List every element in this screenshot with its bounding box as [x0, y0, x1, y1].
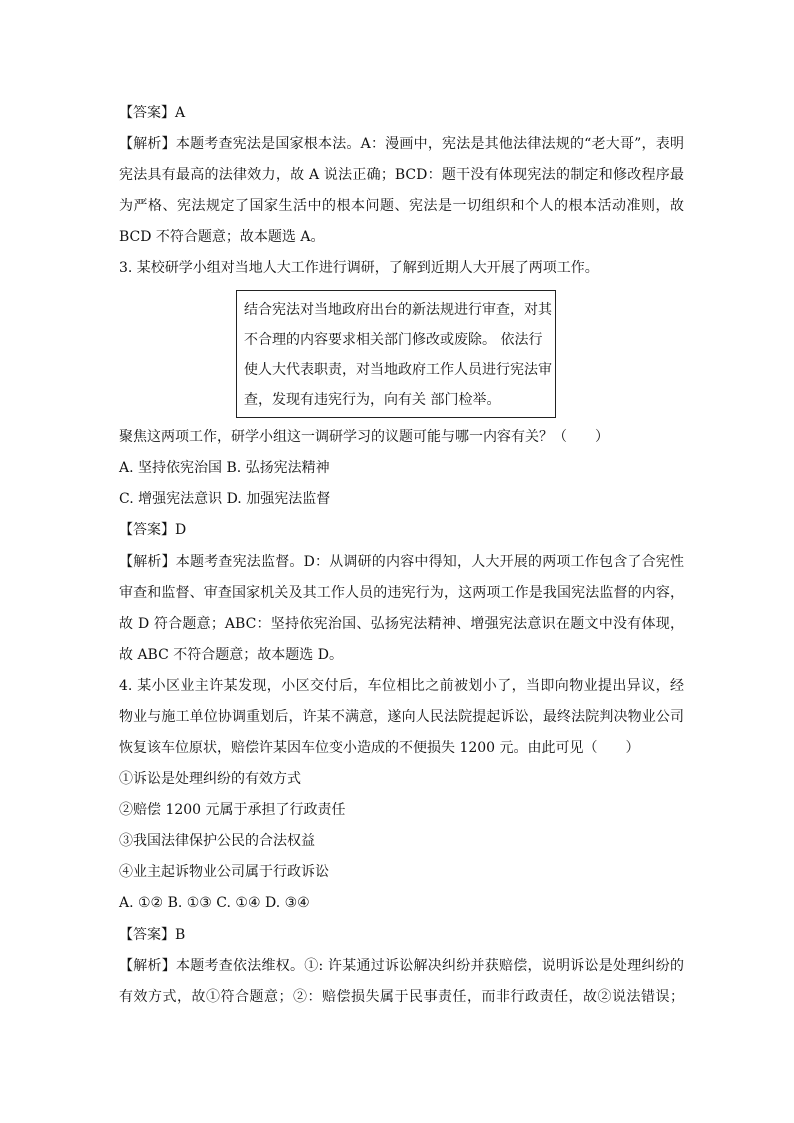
- q3-options-line-1: A. 坚持依宪治国 B. 弘扬宪法精神: [119, 460, 330, 476]
- q3-analysis-line-4: 故 ABC 不符合题意；故本题选 D。: [119, 647, 343, 663]
- q3-box-line-2: 不合理的内容要求相关部门修改或废除。 依法行: [244, 332, 543, 348]
- q4-analysis-line-2: 有效方式，故①符合题意；②：赔偿损失属于民事责任，而非行政责任，故②说法错误；: [119, 989, 684, 1005]
- q3-material-box: [236, 290, 556, 418]
- q3-analysis-line-2: 审查和监督、审查国家机关及其工作人员的违宪行为，这两项工作是我国宪法监督的内容，: [119, 585, 684, 601]
- q2-answer: 【答案】A: [119, 105, 186, 121]
- q3-box-line-1: 结合宪法对当地政府出台的新法规进行审查，对其: [244, 302, 552, 318]
- q4-stem-line-3: 恢复该车位原状，赔偿许某因车位变小造成的不便损失 1200 元。由此可见（ ）: [119, 740, 640, 756]
- q3-box-line-4: 查，发现有违宪行为，向有关 部门检举。: [244, 392, 501, 408]
- q3-question: 聚焦这两项工作，研学小组这一调研学习的议题可能与哪一内容有关？（ ）: [119, 429, 609, 445]
- q4-answer: 【答案】B: [119, 927, 186, 943]
- q3-options-line-2: C. 增强宪法意识 D. 加强宪法监督: [119, 491, 331, 507]
- q4-statement-1: ①诉讼是处理纠纷的有效方式: [119, 771, 301, 787]
- q4-statement-2: ②赔偿 1200 元属于承担了行政责任: [119, 802, 346, 818]
- q3-stem: 3. 某校研学小组对当地人大工作进行调研，了解到近期人大开展了两项工作。: [119, 260, 599, 276]
- q3-analysis-line-3: 故 D 符合题意；ABC：坚持依宪治国、弘扬宪法精神、增强宪法意识在题文中没有体现，: [119, 616, 684, 632]
- q2-analysis-line-2: 宪法具有最高的法律效力，故 A 说法正确；BCD：题干没有体现宪法的制定和修改程序最: [119, 167, 684, 183]
- q3-box-line-3: 使人大代表职责，对当地政府工作人员进行宪法审: [244, 362, 552, 378]
- q3-analysis-line-1: 【解析】本题考查宪法监督。D：从调研的内容中得知，人大开展的两项工作包含了合宪性: [119, 554, 684, 570]
- q4-statement-4: ④业主起诉物业公司属于行政诉讼: [119, 864, 329, 880]
- q2-analysis-line-4: BCD 不符合题意；故本题选 A。: [119, 229, 325, 245]
- q4-analysis-line-1: 【解析】本题考查依法维权。①: 许某通过诉讼解决纠纷并获赔偿，说明诉讼是处理纠纷的: [119, 958, 684, 974]
- q2-analysis-line-1: 【解析】本题考查宪法是国家根本法。A：漫画中，宪法是其他法律法规的“老大哥”，表明: [119, 136, 684, 152]
- q2-analysis-line-3: 为严格、宪法规定了国家生活中的根本问题、宪法是一切组织和个人的根本活动准则，故: [119, 198, 684, 214]
- q3-answer: 【答案】D: [119, 522, 187, 538]
- q4-options: A. ①② B. ①③ C. ①④ D. ③④: [119, 895, 310, 911]
- q4-stem-line-2: 物业与施工单位协调重划后，许某不满意，遂向人民法院提起诉讼，最终法院判决物业公司: [119, 709, 684, 725]
- q4-statement-3: ③我国法律保护公民的合法权益: [119, 833, 315, 849]
- q4-stem-line-1: 4. 某小区业主许某发现，小区交付后，车位相比之前被划小了，当即向物业提出异议，经: [119, 678, 684, 694]
